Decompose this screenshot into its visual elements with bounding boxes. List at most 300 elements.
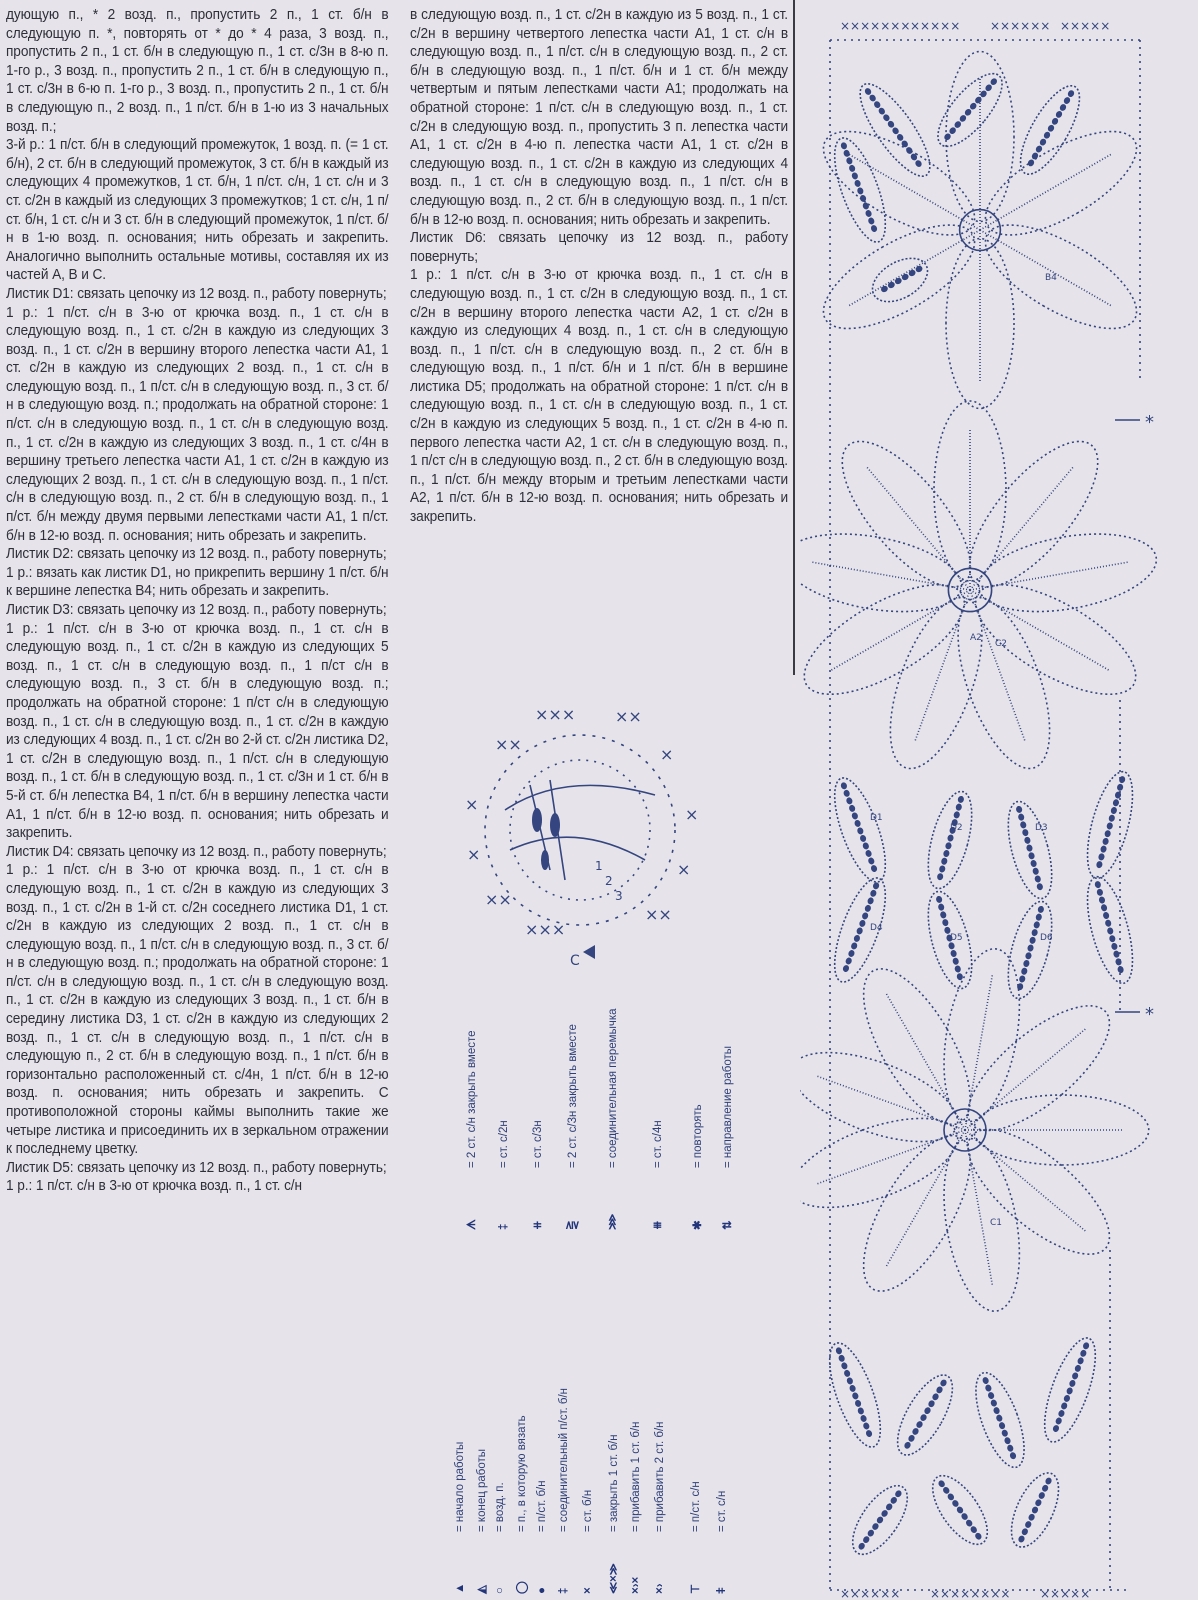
legend-symbol: ≪×≫ — [608, 1563, 620, 1594]
leaf-stitch — [1106, 927, 1114, 935]
legend-item — [454, 1442, 466, 1594]
leaf-stitch — [843, 789, 851, 798]
legend-item — [688, 1481, 702, 1594]
leaf-stitch — [1021, 1527, 1029, 1536]
leaf-stitch — [853, 934, 861, 943]
legend-item — [494, 1482, 506, 1594]
svg-text:×: × — [677, 860, 691, 879]
leaf-stitch — [1031, 1506, 1039, 1515]
leaf-stitch — [943, 132, 952, 141]
legend-symbol: ○ — [494, 1587, 506, 1594]
leaf-stitch — [1021, 967, 1029, 975]
leaf-stitch — [851, 1392, 859, 1401]
leaf-stitch — [1015, 805, 1023, 813]
paragraph: Листик D3: связать цепочку из 12 возд. п., работу повернуть; — [6, 601, 387, 618]
leaf-stitch — [1096, 888, 1104, 896]
leaf-stitch — [894, 277, 903, 286]
chart-label: D6 — [1040, 933, 1053, 943]
text-column-middle — [410, 6, 788, 527]
leaf-stitch — [948, 126, 957, 135]
paragraph: дующую п., * 2 возд. п., пропустить 2 п., 1 ст. б/н в следующую п. *, повторять от * до * 4 раза, 3 возд. п., пропустить 2 п., 1 ст. б/н в следующую п., 1 ст. с/3н в 8-ю п. 1-го р., 3 возд. п., пропустить 2 п., 1 ст. б/н в следующую п., 1 ст. с/3н в 6-ю п. 1-го р., 3 возд. п., пропустить 2 п., 1 ст. б/н в следующую п., 2 возд. п., 1 п/ст. б/н в 1-ю из 3 начальных возд. п.; — [6, 6, 389, 135]
leaf-stitch — [848, 804, 856, 813]
motif-arc — [510, 837, 645, 860]
leaf-stitch — [1098, 896, 1106, 904]
chart-label: B4 — [1045, 273, 1057, 283]
legend-item — [474, 1449, 488, 1594]
leaf-stitch — [857, 1542, 866, 1551]
leaf-motif — [1000, 897, 1061, 1003]
leaf-stitch — [1067, 89, 1076, 98]
margin-mark: * — [1145, 412, 1154, 433]
leaf-stitch — [984, 1384, 992, 1393]
leaf-stitch — [942, 918, 950, 926]
leaf-stitch — [1113, 950, 1121, 958]
legend-item — [582, 1490, 594, 1594]
leaf-stitch — [1108, 814, 1116, 822]
leaf-stitch — [1047, 124, 1056, 133]
petal-stitch-line — [847, 154, 980, 231]
leaf-stitch — [1106, 822, 1114, 830]
leaf-stitch — [946, 1492, 955, 1501]
leaf-stitch — [1057, 1409, 1065, 1418]
svg-text:×: × — [685, 805, 699, 824]
legend-item — [690, 1104, 704, 1230]
leaf-stitch — [889, 1496, 898, 1505]
leaf-stitch — [849, 1384, 857, 1393]
legend-symbol: ᗑ — [466, 1219, 478, 1230]
leaf-stitch — [998, 1421, 1006, 1430]
leaf-stitch — [965, 1519, 974, 1528]
leaf-stitch — [1027, 158, 1036, 167]
petal-stitch-line — [970, 590, 1110, 671]
legend-symbol: ⇅ — [722, 1220, 734, 1230]
leaf-stitch — [866, 1529, 875, 1538]
leaf-stitch — [1038, 1491, 1046, 1500]
legend-item — [565, 1024, 579, 1230]
leaf-stitch — [982, 1376, 990, 1385]
leaf-stitch — [1044, 1477, 1052, 1486]
leaf-stitch — [864, 87, 873, 96]
leaf-stitch — [951, 1499, 960, 1508]
leaf-stitch — [1102, 837, 1110, 845]
petal-stitch-line — [970, 466, 1074, 590]
leaf-stitch — [1039, 138, 1048, 147]
leaf-stitch — [867, 217, 875, 226]
margin-mark: * — [1145, 1004, 1154, 1025]
leaf-stitch — [867, 897, 875, 906]
legend-label: = прибавить 2 ст. б/н — [654, 1421, 666, 1532]
leaf-stitch — [882, 113, 891, 122]
petal-stitch-line — [866, 466, 970, 590]
leaf-stitch — [845, 957, 853, 966]
legend-label: = повторять — [692, 1104, 704, 1168]
legend-item — [558, 1388, 570, 1594]
leaf-motif — [1034, 1332, 1105, 1448]
leaf-motif — [1002, 1466, 1068, 1554]
leaf-stitch — [1117, 965, 1125, 973]
leaf-stitch — [901, 273, 910, 282]
leaf-stitch — [1096, 860, 1104, 868]
leaf-stitch — [957, 795, 965, 803]
svg-text:×××××: ××××× — [1060, 19, 1111, 33]
leaf-stitch — [854, 179, 862, 188]
start-marker — [583, 945, 595, 959]
paragraph: Листик D2: связать цепочку из 12 возд. п., работу повернуть; — [6, 545, 387, 563]
text-column-left — [6, 6, 389, 1196]
legend-item — [498, 1120, 510, 1230]
petal-stitch-line — [847, 230, 980, 307]
leaf-stitch — [894, 1489, 903, 1498]
leaf-stitch — [974, 1532, 983, 1541]
leaf-stitch — [938, 865, 946, 873]
leaf-stitch — [1100, 845, 1108, 853]
leaf-stitch — [969, 1525, 978, 1534]
paragraph: Листик D5: связать цепочку из 12 возд. п., работу повернуть; — [6, 1158, 387, 1176]
svg-text:×××: ××× — [525, 920, 566, 939]
legend-symbol: ✱ — [692, 1220, 704, 1230]
leaf-stitch — [937, 903, 945, 911]
leaf-stitch — [840, 782, 848, 791]
leaf-stitch — [974, 95, 983, 104]
legend-item — [720, 1046, 734, 1230]
svg-text:×××××: ××××× — [910, 19, 961, 33]
paragraph: 1 р.: вязать как листик D1, но прикрепить вершину 1 п/ст. б/н к вершине лепестка В4; нить обрезать и закрепить. — [6, 563, 389, 600]
flower-petal — [872, 586, 1001, 780]
svg-text:××: ×× — [485, 890, 512, 909]
leaf-stitch — [865, 849, 873, 858]
leaf-stitch — [1060, 1402, 1068, 1411]
leaf-stitch — [900, 139, 909, 148]
leaf-stitch — [1022, 828, 1030, 836]
leaf-stitch — [861, 912, 869, 921]
leaf-stitch — [960, 1512, 969, 1521]
legend-label: = ст. с/2н — [498, 1120, 510, 1168]
leaf-stitch — [847, 949, 855, 958]
leaf-motif — [819, 1337, 890, 1453]
leaf-stitch — [1055, 110, 1064, 119]
leaf-stitch — [870, 864, 878, 873]
chart-label: D2 — [950, 823, 963, 833]
motif-row-label: 1 — [595, 859, 603, 873]
leaf-stitch — [1035, 913, 1043, 921]
leaf-motif — [842, 1477, 917, 1563]
leaf-stitch — [887, 281, 896, 290]
leaf-stitch — [1066, 1387, 1074, 1396]
leaf-stitch — [891, 126, 900, 135]
leaf-stitch — [1016, 983, 1024, 991]
leaf-stitch — [1082, 1342, 1090, 1351]
leaf-motif — [1078, 872, 1141, 988]
svg-text:×: × — [467, 845, 481, 864]
flower-petal — [939, 586, 1068, 780]
leaf-stitch — [862, 1535, 871, 1544]
motif-outline — [485, 735, 675, 925]
svg-text:××: ×× — [615, 707, 642, 726]
svg-text:××××××: ×××××× — [990, 19, 1051, 33]
leaf-stitch — [1041, 1484, 1049, 1493]
leaf-stitch — [1098, 853, 1106, 861]
leaf-stitch — [908, 269, 917, 278]
leaf-stitch — [937, 1479, 946, 1488]
leaf-stitch — [914, 159, 923, 168]
leaf-stitch — [1023, 959, 1031, 967]
leaf-stitch — [877, 107, 886, 116]
leaf-stitch — [987, 1391, 995, 1400]
legend-symbol: ⧻ — [652, 1220, 664, 1230]
legend-symbol: × — [582, 1587, 594, 1594]
chart-label: C1 — [990, 1218, 1003, 1228]
svg-text:××××××: ×××××× — [840, 1587, 901, 1600]
leaf-stitch — [859, 194, 867, 203]
leaf-stitch — [1034, 1498, 1042, 1507]
leaf-stitch — [1031, 928, 1039, 936]
legend-label: = начало работы — [454, 1441, 466, 1532]
motif-row-label: 2 — [605, 874, 613, 888]
legend-item — [650, 1120, 664, 1230]
leaf-stitch — [1028, 852, 1036, 860]
leaf-stitch — [945, 842, 953, 850]
legend-item — [514, 1415, 528, 1594]
legend-label: = 2 ст. с/3н закрыть вместе — [567, 1024, 579, 1168]
legend-label: = направление работы — [722, 1045, 734, 1168]
leaf-stitch — [953, 811, 961, 819]
leaf-stitch — [854, 1399, 862, 1408]
leaf-stitch — [1037, 905, 1045, 913]
petal-stitch-line — [970, 562, 1130, 590]
leaf-stitch — [927, 1399, 936, 1408]
flower-motif — [800, 401, 1162, 780]
leaf-stitch — [1009, 1451, 1017, 1460]
leaf-motif — [920, 787, 981, 893]
leaf-stitch — [843, 149, 851, 158]
leaf-stitch — [1104, 919, 1112, 927]
leaf-motif — [887, 1367, 963, 1463]
leaf-stitch — [1019, 821, 1027, 829]
legend-label: = закрыть 1 ст. б/н — [608, 1434, 620, 1532]
leaf-stitch — [1034, 875, 1042, 883]
leaf-stitch — [954, 965, 962, 973]
leaf-stitch — [880, 1509, 889, 1518]
chart-label: D3 — [1035, 823, 1048, 833]
leaf-motif — [922, 1467, 997, 1553]
paragraph: Листик D6: связать цепочку из 12 возд. п., работу повернуть; — [410, 229, 788, 265]
chart-label: D5 — [950, 933, 963, 943]
leaf-motif — [1078, 767, 1141, 883]
leaf-motif — [1000, 797, 1061, 903]
leaf-stitch — [896, 133, 905, 142]
leaf-stitch — [903, 1441, 912, 1450]
legend-symbol: ⋙ — [607, 1213, 619, 1230]
leaf-stitch — [865, 209, 873, 218]
leaf-stitch — [885, 1502, 894, 1511]
legend-item — [530, 1120, 544, 1230]
leaf-stitch — [1102, 911, 1110, 919]
legend-symbol: ◯ — [516, 1581, 528, 1594]
leaf-stitch — [1077, 1357, 1085, 1366]
chart-label: D4 — [870, 923, 883, 933]
legend-item — [605, 1008, 619, 1230]
chart-label: D1 — [870, 813, 883, 823]
svg-text:×: × — [660, 745, 674, 764]
leaf-stitch — [873, 100, 882, 109]
leaf-stitch — [995, 1414, 1003, 1423]
leaf-stitch — [876, 1515, 885, 1524]
legend-label: = п., в которую вязать — [516, 1415, 528, 1532]
flower-petal — [800, 1034, 969, 1160]
leaf-motif — [824, 772, 895, 888]
leaf-stitch — [935, 1385, 944, 1394]
legend-symbol: ⧺ — [532, 1220, 544, 1230]
leaf-stitch — [862, 202, 870, 211]
legend-symbol: ‡ — [498, 1223, 510, 1230]
leaf-stitch — [935, 895, 943, 903]
leaf-stitch — [856, 927, 864, 936]
legend-label: = п/ст. б/н — [536, 1480, 548, 1532]
leaf-stitch — [1017, 813, 1025, 821]
leaf-motif — [849, 75, 942, 186]
legend-label: = соединительная перемычка — [607, 1008, 619, 1168]
leaf-stitch — [862, 842, 870, 851]
leaf-stitch — [1030, 859, 1038, 867]
legend-symbol: ⋛ — [567, 1220, 579, 1230]
leaf-stitch — [956, 973, 964, 981]
leaf-stitch — [1032, 867, 1040, 875]
leaf-motif — [1009, 78, 1090, 183]
leaf-stitch — [871, 1522, 880, 1531]
motif-start-label: C — [570, 953, 580, 969]
legend-symbol: ‡ — [558, 1587, 570, 1594]
legend-symbol: ◭ — [476, 1585, 488, 1594]
legend-label: = ст. с/н — [716, 1490, 728, 1532]
legend-label: = п/ст. с/н — [690, 1481, 702, 1532]
leaf-stitch — [1110, 806, 1118, 814]
leaf-stitch — [941, 857, 949, 865]
leaf-stitch — [868, 93, 877, 102]
leaf-stitch — [860, 1414, 868, 1423]
leaf-stitch — [850, 942, 858, 951]
leaf-stitch — [947, 834, 955, 842]
leaf-stitch — [919, 1413, 928, 1422]
leaf-stitch — [1026, 844, 1034, 852]
leaf-stitch — [1100, 904, 1108, 912]
leaf-stitch — [1051, 117, 1060, 126]
leaf-stitch — [848, 164, 856, 173]
leaf-stitch — [953, 120, 962, 129]
legend-item — [606, 1434, 620, 1594]
leaf-stitch — [1035, 145, 1044, 154]
leaf-stitch — [931, 1392, 940, 1401]
svg-text:××××××××: ×××××××× — [930, 1587, 1011, 1600]
paragraph: 1 р.: 1 п/ст. с/н в 3-ю от крючка возд. п., 1 ст. с/н в следующую возд. п., 1 ст. с/2н в каждую из следующих 3 возд. п., 1 ст. с/2н в вершину второго лепестка части А1, 1 ст. с/2н в каждую из следующих 2 возд. п., 1 ст. с/н в следующую возд. п., 1 п/ст. с/н в следующую возд. п., 3 ст. б/н в следующую возд. п.; продолжать на обратной стороне: 1 п/ст. с/н в следующую возд. п., 1 ст. с/н в следующую возд. п., 1 ст. с/2н в каждую из следующих 3 возд. п., 1 ст. с/4н в вершину третьего лепестка части А1, 1 ст. с/2н в каждую из следующих 2 возд. п., 1 ст. с/н в следующую возд. п., 1 п/ст. с/н в следующую возд. п., 2 ст. б/н в следующую возд. п., 1 п/ст. б/н между двумя первыми лепестками части А1, 1 п/ст. б/н в 12-ю возд. п. основания; нить обрезать и закрепить. — [6, 303, 389, 544]
svg-text:×××××: ××××× — [1040, 1587, 1091, 1600]
leaf-stitch — [862, 1422, 870, 1431]
paragraph: Листик D1: связать цепочку из 12 возд. п., работу повернуть; — [6, 284, 387, 302]
paragraph: в следующую возд. п., 1 ст. с/2н в каждую из 5 возд. п., 1 ст. с/2н в вершину четвертого лепестка части А1, 1 ст. с/н в следующую возд. п., 1 п/ст. с/н в следующую возд. п., 2 ст. б/н в следующую возд. п., 1 п/ст. б/н и 1 ст. б/н между четвертым и пятым лепестками части А1; продолжать на обратной стороне: 1 п/ст. с/н в следующую возд. п., 1 ст. с/2н в следующую возд. п., пропустить 3 п. лепестка части А1, 1 ст. с/2н в 4-ю п. лепестка части А1, 1 ст. с/2н в следующую возд. п., 1 ст. с/2н в каждую из следующих 4 возд. п., 1 ст. с/н в следующую возд. п., 1 п/ст. с/н в следующую возд. п., 2 ст. б/н в следующую возд. п., 1 п/ст. б/н в 12-ю возд. п. основания; нить обрезать и закрепить. — [410, 6, 788, 228]
leaf-stitch — [1079, 1349, 1087, 1358]
legend-item — [466, 1030, 479, 1230]
leaf-stitch — [1027, 1513, 1035, 1522]
legend-symbol: ǂ — [716, 1587, 728, 1594]
leaf-stitch — [1115, 958, 1123, 966]
column-divider — [793, 0, 795, 675]
svg-text:×××: ××× — [535, 705, 576, 724]
leaf-stitch — [1071, 1372, 1079, 1381]
legend-item — [630, 1421, 642, 1594]
leaf-stitch — [1031, 151, 1040, 160]
leaf-stitch — [939, 1378, 948, 1387]
leaf-stitch — [1006, 1444, 1014, 1453]
legend-symbol: ⊤ — [690, 1583, 702, 1594]
petal-stitch-line — [980, 230, 1113, 307]
motif-diagram — [455, 700, 715, 990]
leaf-stitch — [1059, 103, 1068, 112]
legend-item — [536, 1480, 548, 1594]
leaf-stitch — [955, 803, 963, 811]
leaf-stitch — [939, 911, 947, 919]
chart-label: A2 — [970, 633, 982, 643]
legend-symbol: ×› — [654, 1583, 666, 1594]
leaf-stitch — [1001, 1429, 1009, 1438]
paragraph: 3-й р.: 1 п/ст. б/н в следующий промежуток, 1 возд. п. (= 1 ст. б/н), 2 ст. б/н в следующий промежуток, 3 ст. б/н в каждый из следующих 4 промежутков, 1 ст. б/н, 1 п/ст. с/н, 1 ст. с/н и 3 ст. с/2н в каждый из следующих 3 промежутков; 1 ст. с/н, 1 п/ст. б/н, 1 ст. с/н и 3 ст. б/н в следующий промежуток, 1 п/ст. б/н в 1-ю возд. п. основания; нить обрезать и закрепить. Аналогично выполнить остальные мотивы, составляя их из частей А, В и С. — [6, 136, 389, 284]
legend-label: = прибавить 1 ст. б/н — [630, 1421, 642, 1532]
leaf-stitch — [1063, 96, 1072, 105]
svg-text:××: ×× — [645, 905, 672, 924]
leaf-stitch — [838, 1354, 846, 1363]
motif-petal — [532, 808, 542, 832]
motif-petal — [541, 850, 549, 870]
paragraph: 1 р.: 1 п/ст. с/н в 3-ю от крючка возд. п., 1 ст. с/н — [6, 1177, 302, 1195]
leaf-stitch — [1111, 942, 1119, 950]
motif-petal — [550, 813, 560, 837]
legend-label: = ст. с/3н — [532, 1120, 544, 1168]
svg-text:×: × — [465, 795, 479, 814]
leaf-stitch — [856, 827, 864, 836]
motif-arc — [505, 785, 655, 810]
flower-petal — [800, 1100, 969, 1226]
leaf-stitch — [984, 83, 993, 92]
legend-symbol: ×›× — [630, 1576, 642, 1594]
leaf-stitch — [851, 812, 859, 821]
leaf-stitch — [856, 187, 864, 196]
leaf-stitch — [936, 873, 944, 881]
legend-label: = возд. п. — [494, 1482, 506, 1532]
leaf-stitch — [1024, 1520, 1032, 1529]
leaf-stitch — [964, 108, 973, 117]
legend-label: = соединительный п/ст. б/н — [558, 1387, 570, 1532]
leaf-stitch — [1027, 944, 1035, 952]
legend-label: = ст. с/4н — [652, 1120, 664, 1168]
leaf-stitch — [1043, 131, 1052, 140]
leaf-stitch — [846, 1377, 854, 1386]
legend-item — [716, 1491, 728, 1594]
leaf-stitch — [950, 949, 958, 957]
paragraph: 1 р.: 1 п/ст. с/н в 3-ю от крючка возд. п., 1 ст. с/н в следующую возд. п., 1 ст. с/2н в следующую возд. п., 1 ст. с/2н в вершину второго лепестка части А2, 1 ст. с/2н в каждую из следующих 4 возд. п., 1 ст. с/н в следующую возд. п., 1 п/ст. с/н в следующую возд. п., 2 ст. б/н в следующую возд. п., 1 п/ст. б/н и 1 п/ст. б/н в вершине листика D5; продолжать на обратной стороне: 1 п/ст. с/н в следующую возд. п., 1 ст. с/н в следующую возд. п., 1 ст. с/2н в каждую из следующих 5 возд. п., 1 ст. с/2н в 4-ю п. первого лепестка части А2, 1 ст. с/н в следующую возд. п., 1 п/ст с/н в следующую возд. п., 2 ст. б/н в следующую возд. п., 1 п/ст. б/н между вторым и третьим лепестками части А2, 1 п/ст. б/н в 12-ю возд. п. основания; нить обрезать и закрепить. — [410, 266, 788, 526]
paragraph: 1 р.: 1 п/ст. с/н в 3-ю от крючка возд. п., 1 ст. с/н в следующую возд. п., 1 ст. с/2н в каждую из следующих 3 возд. п., 1 ст. с/2н в 1-й ст. с/2н соседнего листика D1, 1 ст. с/2н в каждую из следующих 2 возд. п., 1 ст. с/н в следующую возд. п., 1 п/ст. с/н в следующую возд. п., 3 ст. б/н в следующую возд. п.; продолжать на обратной стороне: 1 п/ст. с/н в следующую возд. п., 1 ст. с/н в следующую возд. п., 1 ст. с/2н в каждую из следующих 3 возд. п., 1 ст. б/н в середину листика D3, 1 ст. с/2н в каждую из следующих 2 возд. п., 1 ст. с/н в следующую возд. п., 1 п/ст. с/н в следующую п., 2 ст. б/н в следующую возд. п., 1 п/ст. б/н в горизонтально расположенный ст. с/4н, 1 п/ст. б/н в 12-ю возд. п. основания; нить обрезать и закрепить. С противоположной стороны каймы выполнить такие же четыре листика и присоединить их в зеркальном отражении к последнему цветку. — [6, 861, 389, 1158]
leaf-stitch — [867, 857, 875, 866]
petal-stitch-line — [810, 562, 970, 590]
leaf-stitch — [870, 224, 878, 233]
leaf-stitch — [1094, 880, 1102, 888]
leaf-stitch — [1017, 1535, 1025, 1544]
leaf-stitch — [1029, 936, 1037, 944]
leaf-stitch — [1025, 952, 1033, 960]
motif-inner-ring — [510, 760, 650, 900]
flower-motif — [800, 943, 1149, 1317]
leaf-stitch — [942, 1486, 951, 1495]
leaf-motif — [824, 872, 895, 988]
leaf-motif — [927, 64, 1012, 156]
leaf-stitch — [1063, 1394, 1071, 1403]
